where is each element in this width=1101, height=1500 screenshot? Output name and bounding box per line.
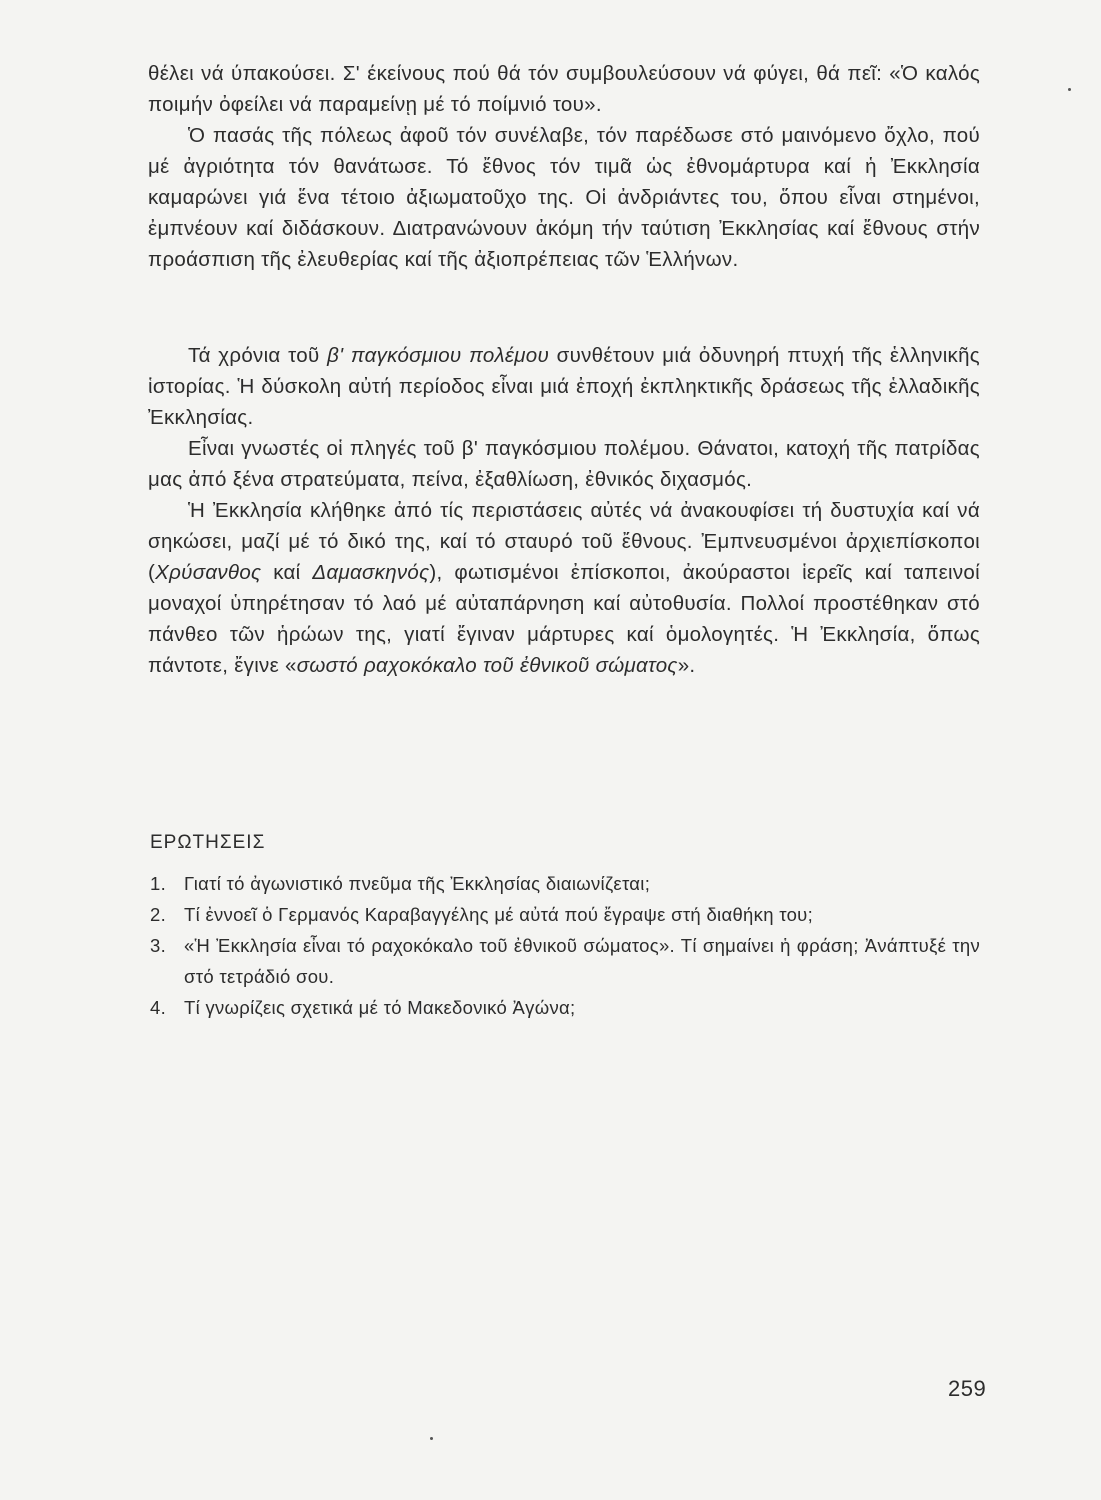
italic-text: β' παγκόσμιου πολέμου bbox=[327, 344, 550, 367]
text-segment: Εἶναι γνωστές οἱ πληγές τοῦ β' παγκόσμιου πολέμου. Θάνατοι, κατοχή τῆς πατρίδας μας ἀπό ξένα στρατεύματα, πείνα, ἐξαθλίωση, ἐθνικός διχασμός. bbox=[148, 437, 980, 491]
question-text: «Ἡ Ἐκκλησία εἶναι τό ραχοκόκαλο τοῦ ἐθνικοῦ σώματος». Τί σημαίνει ἡ φράση; Ἀνάπτυξέ την στό τετράδιό σου. bbox=[184, 935, 980, 987]
text-block-top bbox=[148, 58, 980, 275]
question-number: 2. bbox=[150, 904, 167, 925]
paragraph bbox=[148, 433, 980, 495]
paragraph bbox=[148, 120, 980, 275]
print-speck bbox=[1068, 88, 1071, 91]
question-item bbox=[150, 868, 980, 899]
question-number: 4. bbox=[150, 997, 167, 1018]
text-segment: Τά χρόνια τοῦ bbox=[188, 344, 328, 367]
question-text: Τί γνωρίζεις σχετικά μέ τό Μακεδονικό Ἀγώνα; bbox=[184, 997, 576, 1018]
questions-list bbox=[150, 868, 980, 1023]
text-segment: Ὁ πασάς τῆς πόλεως ἀφοῦ τόν συνέλαβε, τόν παρέδωσε στό μαινόμενο ὄχλο, πού μέ ἀγριότητα τόν θανάτωσε. Τό ἔθνος τόν τιμᾶ ὡς ἐθνομάρτυρα καί ἡ Ἐκκλησία καμαρώνει γιά ἕνα τέτοιο ἀξιωματοῦχο της. Οἱ ἀνδριάντες του, ὅπου εἶναι στημένοι, ἐμπνέουν καί διδάσκουν. Διατρανώνουν ἀκόμη τήν ταύτιση Ἐκκλησίας καί ἔθνους στήν προάσπιση τῆς ἐλευθερίας καί τῆς ἀξιοπρέπειας τῶν Ἑλλήνων. bbox=[148, 124, 980, 271]
question-number: 3. bbox=[150, 935, 167, 956]
questions-heading: ΕΡΩΤΗΣΕΙΣ bbox=[150, 832, 266, 853]
text-segment: Ἡ Ἐκκλησία κλήθηκε ἀπό τίς περιστάσεις αὐτές νά ἀνακουφίσει τή δυστυχία καί νά σηκώσει, μαζί μέ τό δικό της, καί τό σταυρό τοῦ ἔθνους. Ἐμπνευσμένοι ἀρχιεπίσκοποι ( bbox=[148, 499, 980, 584]
question-item bbox=[150, 992, 980, 1023]
question-item bbox=[150, 930, 980, 992]
page-number: 259 bbox=[948, 1376, 987, 1401]
question-item bbox=[150, 899, 980, 930]
italic-text: σωστό ραχοκόκαλο τοῦ ἐθνικοῦ σώματος bbox=[296, 654, 678, 677]
text-segment: συνθέτουν μιά ὀδυνηρή πτυχή τῆς ἑλληνικῆς ἱστορίας. Ἡ δύσκολη αὐτή περίοδος εἶναι μιά ἐποχή ἐκπληκτικῆς δράσεως τῆς ἑλλαδικῆς Ἐκκλησίας. bbox=[148, 344, 980, 429]
text-block-main bbox=[148, 340, 980, 681]
paragraph bbox=[148, 58, 980, 120]
paragraph bbox=[148, 495, 980, 681]
question-number: 1. bbox=[150, 873, 167, 894]
question-text: Τί ἐννοεῖ ὁ Γερμανός Καραβαγγέλης μέ αὐτά πού ἔγραψε στή διαθήκη του; bbox=[184, 904, 814, 925]
italic-text: Χρύσανθος bbox=[155, 561, 262, 584]
text-segment: θέλει νά ύπακούσει. Σ' έκείνους πού θά τόν συμβουλεύσουν νά φύγει, θά πεῖ: «Ὁ καλός ποιμήν ὀφείλει νά παραμείνῃ μέ τό ποίμνιό του». bbox=[148, 62, 980, 116]
text-segment: καί bbox=[261, 561, 313, 584]
text-segment: ), φωτισμένοι ἐπίσκοποι, ἀκούραστοι ἱερεῖς καί ταπεινοί μοναχοί ὑπηρέτησαν τό λαό μέ αὐταπάρνηση καί αὐτοθυσία. Πολλοί προστέθηκαν στό πάνθεο τῶν ἡρώων της, γιατί ἔγιναν μάρτυρες καί ὁμολογητές. Ἡ Ἐκκλησία, ὅπως πάντοτε, ἔγινε « bbox=[148, 561, 980, 677]
print-speck bbox=[430, 1437, 433, 1440]
paragraph bbox=[148, 340, 980, 433]
text-segment: ». bbox=[677, 654, 696, 677]
italic-text: Δαμασκηνός bbox=[312, 561, 430, 584]
question-text: Γιατί τό ἀγωνιστικό πνεῦμα τῆς Ἐκκλησίας διαιωνίζεται; bbox=[184, 873, 651, 894]
